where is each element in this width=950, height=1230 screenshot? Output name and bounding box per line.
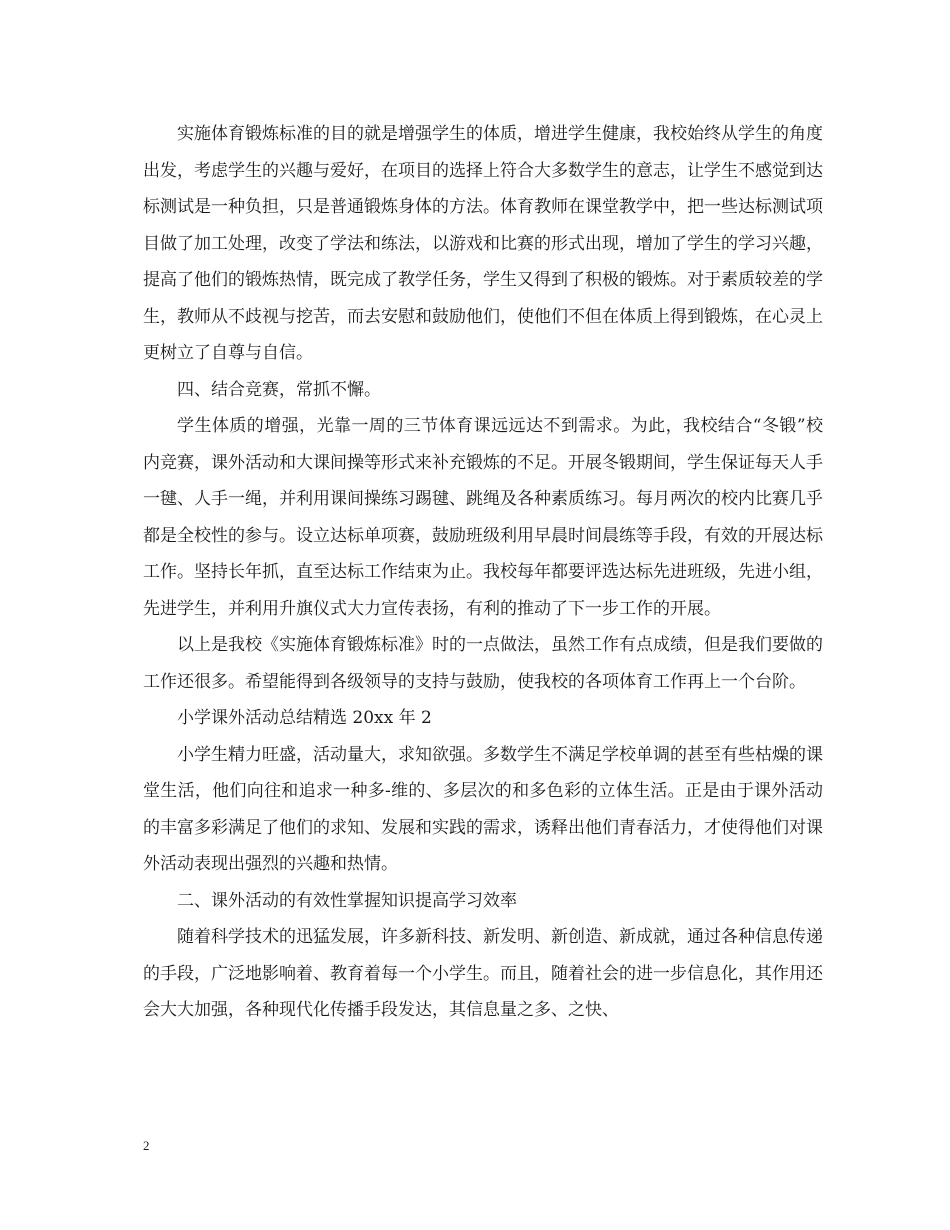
section-heading: 四、结合竞赛，常抓不懈。 (177, 379, 381, 400)
paragraph: 随着科学技术的迅猛发展，许多新科技、新发明、新创造、新成就，通过各种信息传递的手段，广泛地影响着、教育着每一个小学生。而且，随着社会的进一步信息化，其作用还会大大加强，各种现代化传播手段发达，其信息量之多、之快、 (143, 927, 823, 1020)
paragraph: 小学生精力旺盛，活动量大，求知欲强。多数学生不满足学校单调的甚至有些枯燥的课堂生活，他们向往和追求一种多-维的、多层次的和多色彩的立体生活。正是由于课外活动的丰富多彩满足了他们的求知、发展和实践的需求，诱释出他们青春活力，才使得他们对课外活动表现出强烈的兴趣和热情。 (143, 744, 823, 874)
section-heading: 二、课外活动的有效性掌握知识提高学习效率 (177, 890, 517, 911)
paragraph: 学生体质的增强，光靠一周的三节体育课远远达不到需求。为此，我校结合“冬锻”校内竞赛，课外活动和大课间操等形式来补充锻炼的不足。开展冬锻期间，学生保证每天人手一毽、人手一绳，并利用课间操练习踢毽、跳绳及各种素质练习。每月两次的校内比赛几乎都是全校性的参与。设立达标单项赛，鼓励班级利用早晨时间晨练等手段，有效的开展达标工作。坚持长年抓，直至达标工作结束为止。我校每年都要评选达标先进班级，先进小组，先进学生，并利用升旗仪式大力宣传表扬，有利的推动了下一步工作的开展。 (143, 416, 823, 619)
page-number: 2 (143, 1138, 150, 1153)
section-title: 小学课外活动总结精选 20xx 年 2 (177, 708, 432, 728)
paragraph: 以上是我校《实施体育锻炼标准》时的一点做法，虽然工作有点成绩，但是我们要做的工作还很多。希望能得到各级领导的支持与鼓励，使我校的各项体育工作再上一个台阶。 (143, 635, 823, 692)
paragraph: 实施体育锻炼标准的目的就是增强学生的体质，增进学生健康，我校始终从学生的角度出发，考虑学生的兴趣与爱好，在项目的选择上符合大多数学生的意志，让学生不感觉到达标测试是一种负担，只是普通锻炼身体的方法。体育教师在课堂教学中，把一些达标测试项目做了加工处理，改变了学法和练法，以游戏和比赛的形式出现，增加了学生的学习兴趣，提高了他们的锻炼热情，既完成了教学任务，学生又得到了积极的锻炼。对于素质较差的学生，教师从不歧视与挖苦，而去安慰和鼓励他们，使他们不但在体质上得到锻炼，在心灵上更树立了自尊与自信。 (143, 124, 823, 363)
document-body (143, 116, 823, 1029)
